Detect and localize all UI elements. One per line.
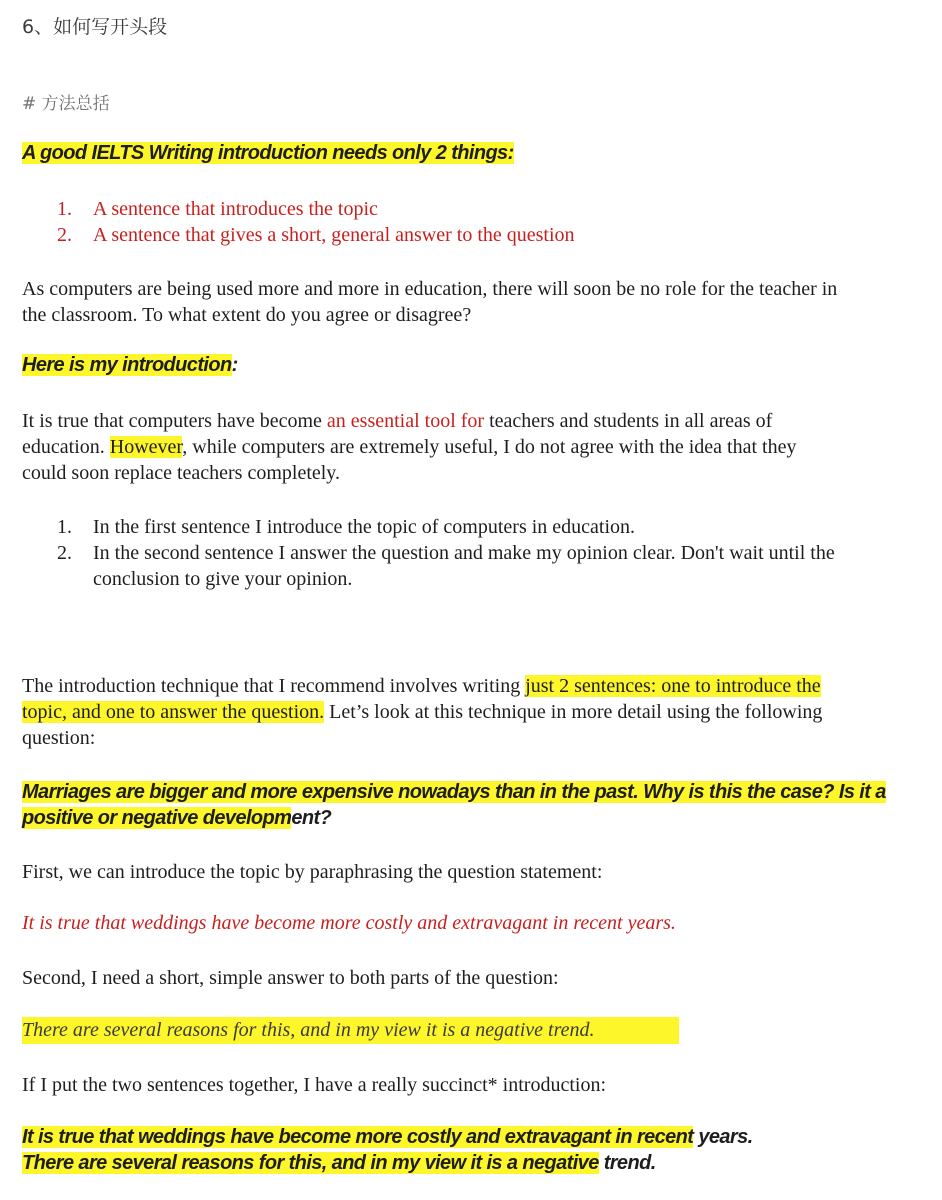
final-line-2-tail: trend. xyxy=(598,1152,656,1174)
intro-claim xyxy=(22,142,514,165)
my-intro-label-hl: Here is my introduction xyxy=(22,354,232,376)
together-text: If I put the two sentences together, I have a really succinct* introduction: xyxy=(22,1074,606,1096)
sample-part-5: , while computers are extremely useful, I do not agree with the idea that they could soon replace teachers completely. xyxy=(22,436,797,484)
final-line-2 xyxy=(22,1150,753,1176)
step-1-text: First, we can introduce the topic by paraphrasing the question statement: xyxy=(22,861,603,883)
list-item xyxy=(57,514,837,540)
final-line-1-hl: It is true that weddings have become more costly and extravagant in recent xyxy=(22,1126,694,1148)
list-item xyxy=(57,196,575,222)
sample-however: However xyxy=(109,436,183,458)
things-list xyxy=(57,196,575,248)
final-line-1-tail: years. xyxy=(693,1126,753,1148)
list-text: A sentence that introduces the topic xyxy=(93,198,378,220)
sample-introduction xyxy=(22,408,837,486)
step-2-text: Second, I need a short, simple answer to both parts of the question: xyxy=(22,967,559,989)
list-text: In the first sentence I introduce the topic of computers in education. xyxy=(93,516,636,538)
final-introduction xyxy=(22,1124,753,1176)
step-1-example: It is true that weddings have become more costly and extravagant in recent years. xyxy=(22,912,676,934)
step-2-example: There are several reasons for this, and in my view it is a negative trend. xyxy=(22,1017,679,1044)
question-2 xyxy=(22,779,902,831)
list-number: 1. xyxy=(57,516,72,538)
final-line-1 xyxy=(22,1124,753,1150)
question-2-highlight: Marriages are bigger and more expensive nowadays than in the past. Why is t xyxy=(22,781,715,803)
technique-highlight: just 2 sentences: one to introduce the topic, and one to answer the question. xyxy=(22,675,821,723)
list-text: In the second sentence I answer the question and make my opinion clear. Don't wait until the conclusion to give your opinion. xyxy=(93,542,835,590)
list-number: 1. xyxy=(57,198,72,220)
technique-part-3: Let’s look at this technique in more detail using the following question: xyxy=(22,701,823,749)
question-2-tail: ent? xyxy=(291,807,332,829)
my-intro-label xyxy=(22,354,238,377)
explanation-list xyxy=(57,514,837,592)
sample-part-1: It is true that computers have become xyxy=(22,410,327,432)
my-intro-label-colon: : xyxy=(231,354,238,376)
sample-part-3: teachers and students in all areas of education. xyxy=(22,410,773,458)
list-item xyxy=(57,222,575,248)
intro-claim-text: A good IELTS Writing introduction needs only 2 things: xyxy=(22,142,514,164)
section-subheading: # 方法总括 xyxy=(22,94,110,114)
technique-part-1: The introduction technique that I recommend involves writing xyxy=(22,675,526,697)
list-number: 2. xyxy=(57,542,72,564)
list-text: A sentence that gives a short, general answer to the question xyxy=(93,224,575,246)
technique-paragraph xyxy=(22,673,832,751)
page-heading: 6、如何写开头段 xyxy=(22,16,168,38)
list-item xyxy=(57,540,837,592)
final-line-2-hl: There are several reasons for this, and in my view it is a negative xyxy=(22,1152,599,1174)
sample-phrase-red: an essential tool for xyxy=(326,410,485,432)
list-number: 2. xyxy=(57,224,72,246)
question-2-highlight-cont: his the case? Is it a positive or negative developm xyxy=(22,781,886,829)
question-1: As computers are being used more and more in education, there will soon be no role for the teacher in the classroom. To what extent do you agree or disagree? xyxy=(22,278,838,326)
